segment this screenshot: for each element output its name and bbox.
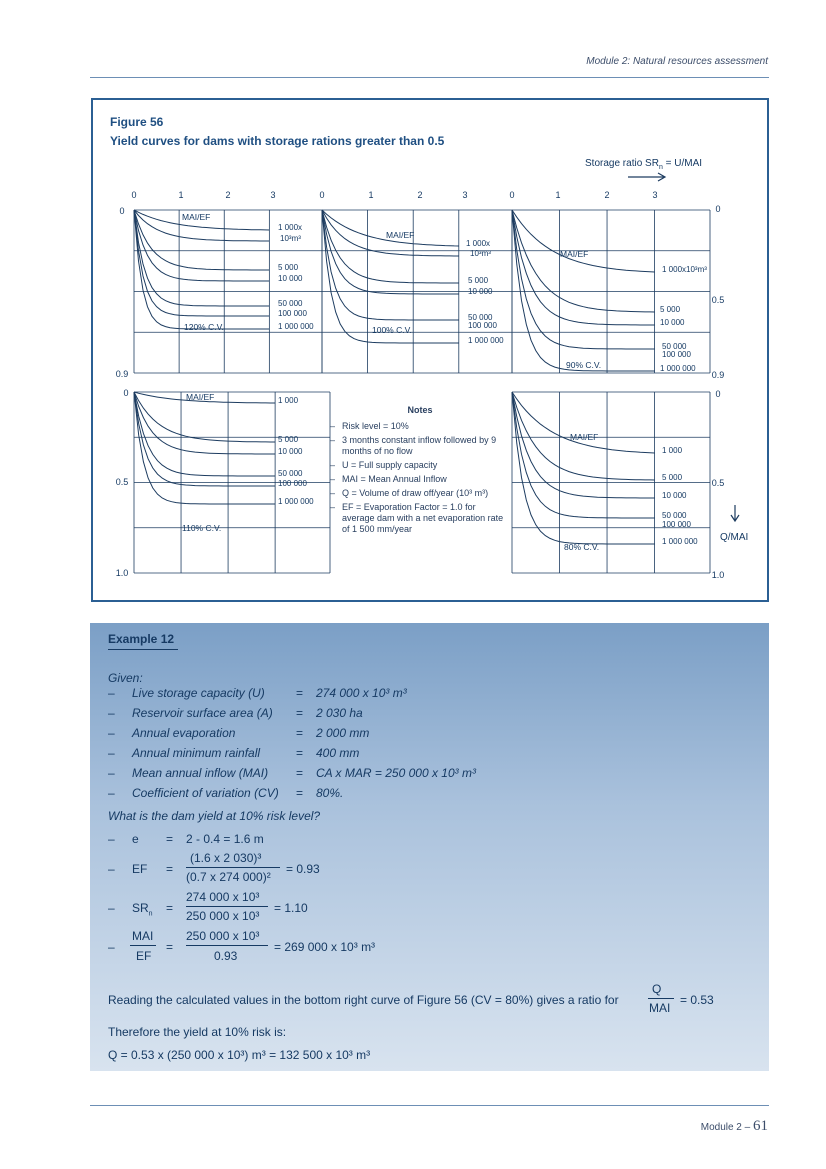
curve-label: 50 000 [468,313,493,322]
curve-label: 10 000 [660,318,685,327]
given-value-5: 80%. [316,786,344,800]
curve-label: 50 000 [662,342,687,351]
x-tick-label: 1 [178,190,184,200]
page-footer: Module 2 – 61 [700,1118,768,1134]
curve-label: 1 000 000 [468,336,504,345]
note-item: – MAI = Mean Annual Inflow [330,474,447,484]
curve-label: 1 000 000 [662,537,698,546]
y-tick-label: 0.9 [115,369,129,379]
given-value-0: 274 000 x 10³ m³ [316,686,407,700]
given-equals: = [296,686,304,700]
curve-label: 100 000 [662,520,691,529]
x-tick-label: 0 [319,190,325,200]
note-item: – U = Full supply capacity [330,460,438,470]
given-equals: = [296,766,304,780]
final-yield: Q = 0.53 x (250 000 x 10³) m³ = 132 500 x 10³ m³ [108,1048,371,1062]
y-tick-label: 0.5 [115,477,129,487]
curve-label: 1 000 000 [278,497,314,506]
mai-ef-label: MAI/EF [186,392,215,402]
curve-label: 10 000 [278,447,303,456]
curve-label: 1 000x [278,223,303,232]
y-tick-label: 1.0 [115,568,129,578]
x-tick-label: 2 [417,190,423,200]
mai-ef-label: MAI/EF [560,249,589,259]
curve-label: 100 000 [278,479,307,488]
x-tick-label: 2 [225,190,231,200]
y-tick-label: 0 [119,206,125,216]
y-tick-label-right: 0 [715,204,721,214]
yield-curve [134,392,275,476]
curve-label: 10³m³ [280,234,301,243]
e-value: 2 - 0.4 = 1.6 m [186,832,264,846]
y-tick-label-right: 0.5 [711,295,725,305]
sr-numerator: 274 000 x 10³ [186,890,260,904]
sr-denominator: 250 000 x 10³ [186,909,260,923]
given-value-2: 2 000 mm [316,726,370,740]
mai-ef-bar [130,945,156,946]
therefore-text: Therefore the yield at 10% risk is: [108,1025,287,1039]
curve-label: 10 000 [278,274,303,283]
yield-curve [322,210,459,283]
mai-denominator: 0.93 [214,949,238,963]
given-bullet: – [108,786,115,800]
ef-fraction-bar [186,867,280,868]
note-item: – Q = Volume of draw off/year (10³ m³) [330,488,489,498]
q-mai-label: Q/MAI [720,532,749,543]
curve-label: 50 000 [278,299,303,308]
curve-label: 5 000 [662,473,683,482]
x-tick-label: 3 [462,190,468,200]
down-arrow-icon [731,505,739,521]
curve-label: 1 000 [278,396,299,405]
mai-ef-label: MAI/EF [570,432,599,442]
x-tick-label: 3 [270,190,276,200]
curve-label: 100 000 [662,350,691,359]
cv-label: 110% C.V. [182,523,222,533]
y-tick-label-right: 0 [715,389,721,399]
yield-curve [134,210,269,316]
mai-ef-label: MAI/EF [182,212,211,222]
note-item: – Risk level = 10% [330,421,409,431]
given-value-1: 2 030 ha [316,706,363,720]
curve-label: 10 000 [468,287,493,296]
sr-fraction-bar [186,906,268,907]
sr-result: = 1.10 [274,901,308,915]
curve-label: 50 000 [278,469,303,478]
curve-label: 1 000 000 [278,322,314,331]
yield-curve [322,210,459,320]
x-tick-label: 1 [555,190,561,200]
storage-ratio-label: Storage ratio $SR_n = U/MAI$ [585,158,703,171]
note-item: – 3 months constant inflow followed by 9 months of no flow [330,435,497,456]
y-tick-label-right: 0.5 [711,478,725,488]
given-label-0: Live storage capacity (U) [132,686,265,700]
curve-label: 5 000 [660,305,681,314]
running-header: Module 2: Natural resources assessment [586,56,768,67]
given-equals: = [296,746,304,760]
given-equals: = [296,726,304,740]
mai-ef-label: MAI/EF [386,230,415,240]
curve-label: 5 000 [278,435,299,444]
figure-notes [330,405,510,538]
given-label-1: Reservoir surface area (A) [132,706,273,720]
x-tick-label: 1 [368,190,374,200]
yield-curve [512,210,655,312]
yield-curve [512,210,655,272]
ratio-result: = 0.53 [680,993,714,1007]
page-number: 61 [753,1118,768,1134]
given-value-3: 400 mm [316,746,360,760]
curve-label: 1 000 [662,446,683,455]
cv-label: 80% C.V. [564,542,600,552]
ratio-fraction-bar [648,998,674,999]
given-label-5: Coefficient of variation (CV) [132,786,279,800]
figure-number: Figure 56 [110,115,164,129]
given-bullet: – [108,726,115,740]
curve-label: 5 000 [278,263,299,272]
yield-curve [134,392,275,504]
yield-curve [512,392,655,518]
y-tick-label-right: 0.9 [711,370,725,380]
curve-label: 1 000 000 [660,364,696,373]
x-tick-label: 0 [509,190,515,200]
right-arrow-icon [628,173,665,181]
given-label-2: Annual evaporation [132,726,236,740]
ef-result: = 0.93 [286,862,320,876]
curve-label: 10 000 [662,491,687,500]
given-label: Given: [108,671,143,685]
mai-fraction-bar [186,945,268,946]
cv-label: 90% C.V. [566,360,602,370]
curve-label: 50 000 [662,511,687,520]
mai-result: = 269 000 x 10³ m³ [274,940,376,954]
curve-label: 1 000x10³m³ [662,265,707,274]
given-bullet: – [108,686,115,700]
y-tick-label: 0 [123,388,129,398]
given-value-4: CA x MAR = 250 000 x 10³ m³ [316,766,476,780]
given-label-4: Mean annual inflow (MAI) [132,766,269,780]
mai-numerator: 250 000 x 10³ [186,929,260,943]
note-item: – EF = Evaporation Factor = 1.0 for average dam with a net evaporation rate of 1 500 mm/year [330,502,504,534]
given-bullet: – [108,766,115,780]
curve-label: 100 000 [468,321,497,330]
ef-numerator: (1.6 x 2 030)³ [190,851,262,865]
cv-label: 100% C.V. [372,325,412,335]
yield-curve [512,392,655,544]
given-equals: = [296,786,304,800]
figure-caption: Yield curves for dams with storage rations greater than 0.5 [110,134,445,148]
curve-label: 1 000x [466,239,491,248]
example-title-underline [108,649,178,650]
x-tick-label: 3 [652,190,658,200]
x-tick-label: 2 [604,190,610,200]
x-tick-label: 0 [131,190,137,200]
ef-denominator: (0.7 x 274 000)² [186,870,271,884]
curve-label: 5 000 [468,276,489,285]
cv-label: 120% C.V. [184,322,224,332]
yield-curve [322,210,459,246]
question: What is the dam yield at 10% risk level? [108,809,321,823]
curve-label: 100 000 [278,309,307,318]
example-title: Example 12 [108,632,175,646]
curve-label: 10³m³ [470,249,491,258]
reading-text: Reading the calculated values in the bottom right curve of Figure 56 (CV = 80%) gives a ratio for [108,993,619,1007]
given-bullet: – [108,706,115,720]
given-bullet: – [108,746,115,760]
footer-rule [90,1105,769,1106]
notes-title: Notes [407,405,433,415]
given-label-3: Annual minimum rainfall [132,746,261,760]
y-tick-label-right: 1.0 [711,570,725,580]
yield-curve [512,210,655,349]
yield-curve [512,210,655,325]
given-equals: = [296,706,304,720]
